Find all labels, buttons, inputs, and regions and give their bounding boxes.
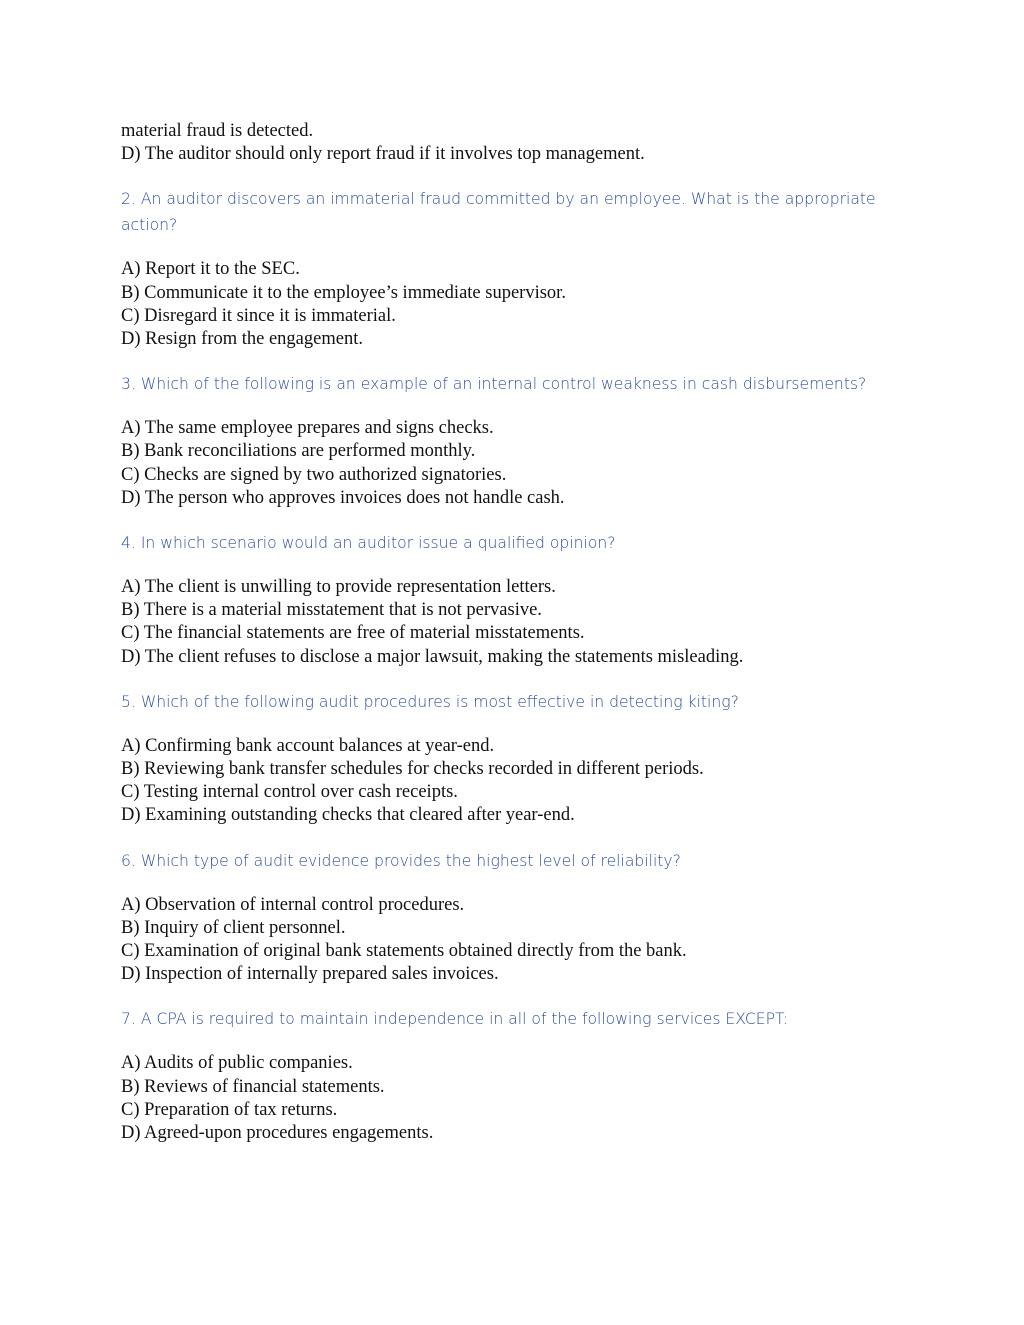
option-a: A) Confirming bank account balances at year-end. [121, 735, 495, 756]
continued-option-d: D) The auditor should only report fraud if it involves top management. [121, 144, 645, 165]
option-d: D) Inspection of internally prepared sales invoices. [121, 964, 499, 985]
question-block-2 [121, 186, 921, 351]
option-c: C) Examination of original bank statements obtained directly from the bank. [121, 941, 687, 962]
option-b: B) Communicate it to the employee’s immediate supervisor. [121, 282, 566, 303]
question-text: 2. An auditor discovers an immaterial fraud committed by an employee. What is the appropriate action? [121, 190, 876, 235]
option-d: D) Examining outstanding checks that cleared after year-end. [121, 805, 575, 826]
option-d: D) The client refuses to disclose a major lawsuit, making the statements misleading. [121, 646, 744, 667]
document-page [121, 120, 921, 1165]
option-b: B) Inquiry of client personnel. [121, 917, 346, 938]
option-c: C) Disregard it since it is immaterial. [121, 305, 396, 326]
option-a: A) The same employee prepares and signs checks. [121, 418, 494, 439]
question-text: 6. Which type of audit evidence provides the highest level of reliability? [121, 851, 681, 870]
answer-options [121, 417, 921, 510]
answer-options [121, 735, 921, 828]
continued-text-line: material fraud is detected. [121, 121, 314, 141]
answer-options [121, 894, 921, 987]
answer-options [121, 1052, 921, 1145]
option-a: A) Report it to the SEC. [121, 259, 300, 280]
question-block-4 [121, 530, 921, 669]
question-block-3 [121, 371, 921, 510]
option-c: C) The financial statements are free of material misstatements. [121, 623, 585, 644]
continued-options [121, 120, 921, 166]
question-block-5 [121, 689, 921, 828]
option-d: D) The person who approves invoices does not handle cash. [121, 487, 565, 508]
option-c: C) Testing internal control over cash receipts. [121, 782, 458, 803]
question-text: 5. Which of the following audit procedures is most effective in detecting kiting? [121, 692, 739, 711]
question-text: 7. A CPA is required to maintain independence in all of the following services EXCEPT: [121, 1010, 789, 1029]
question-text: 3. Which of the following is an example of an internal control weakness in cash disbursements? [121, 375, 867, 394]
question-block-7 [121, 1006, 921, 1145]
question-block-6 [121, 848, 921, 987]
option-d: D) Agreed-upon procedures engagements. [121, 1123, 434, 1144]
option-b: B) There is a material misstatement that is not pervasive. [121, 600, 542, 621]
option-b: B) Reviewing bank transfer schedules for checks recorded in different periods. [121, 759, 704, 780]
option-d: D) Resign from the engagement. [121, 329, 363, 350]
question-text: 4. In which scenario would an auditor issue a qualified opinion? [121, 534, 616, 553]
option-b: B) Reviews of financial statements. [121, 1076, 385, 1097]
option-a: A) Audits of public companies. [121, 1053, 353, 1074]
option-b: B) Bank reconciliations are performed monthly. [121, 441, 476, 462]
option-a: A) The client is unwilling to provide representation letters. [121, 577, 556, 598]
option-a: A) Observation of internal control procedures. [121, 894, 465, 915]
answer-options [121, 576, 921, 669]
answer-options [121, 258, 921, 351]
option-c: C) Checks are signed by two authorized signatories. [121, 464, 507, 485]
option-c: C) Preparation of tax returns. [121, 1099, 338, 1120]
